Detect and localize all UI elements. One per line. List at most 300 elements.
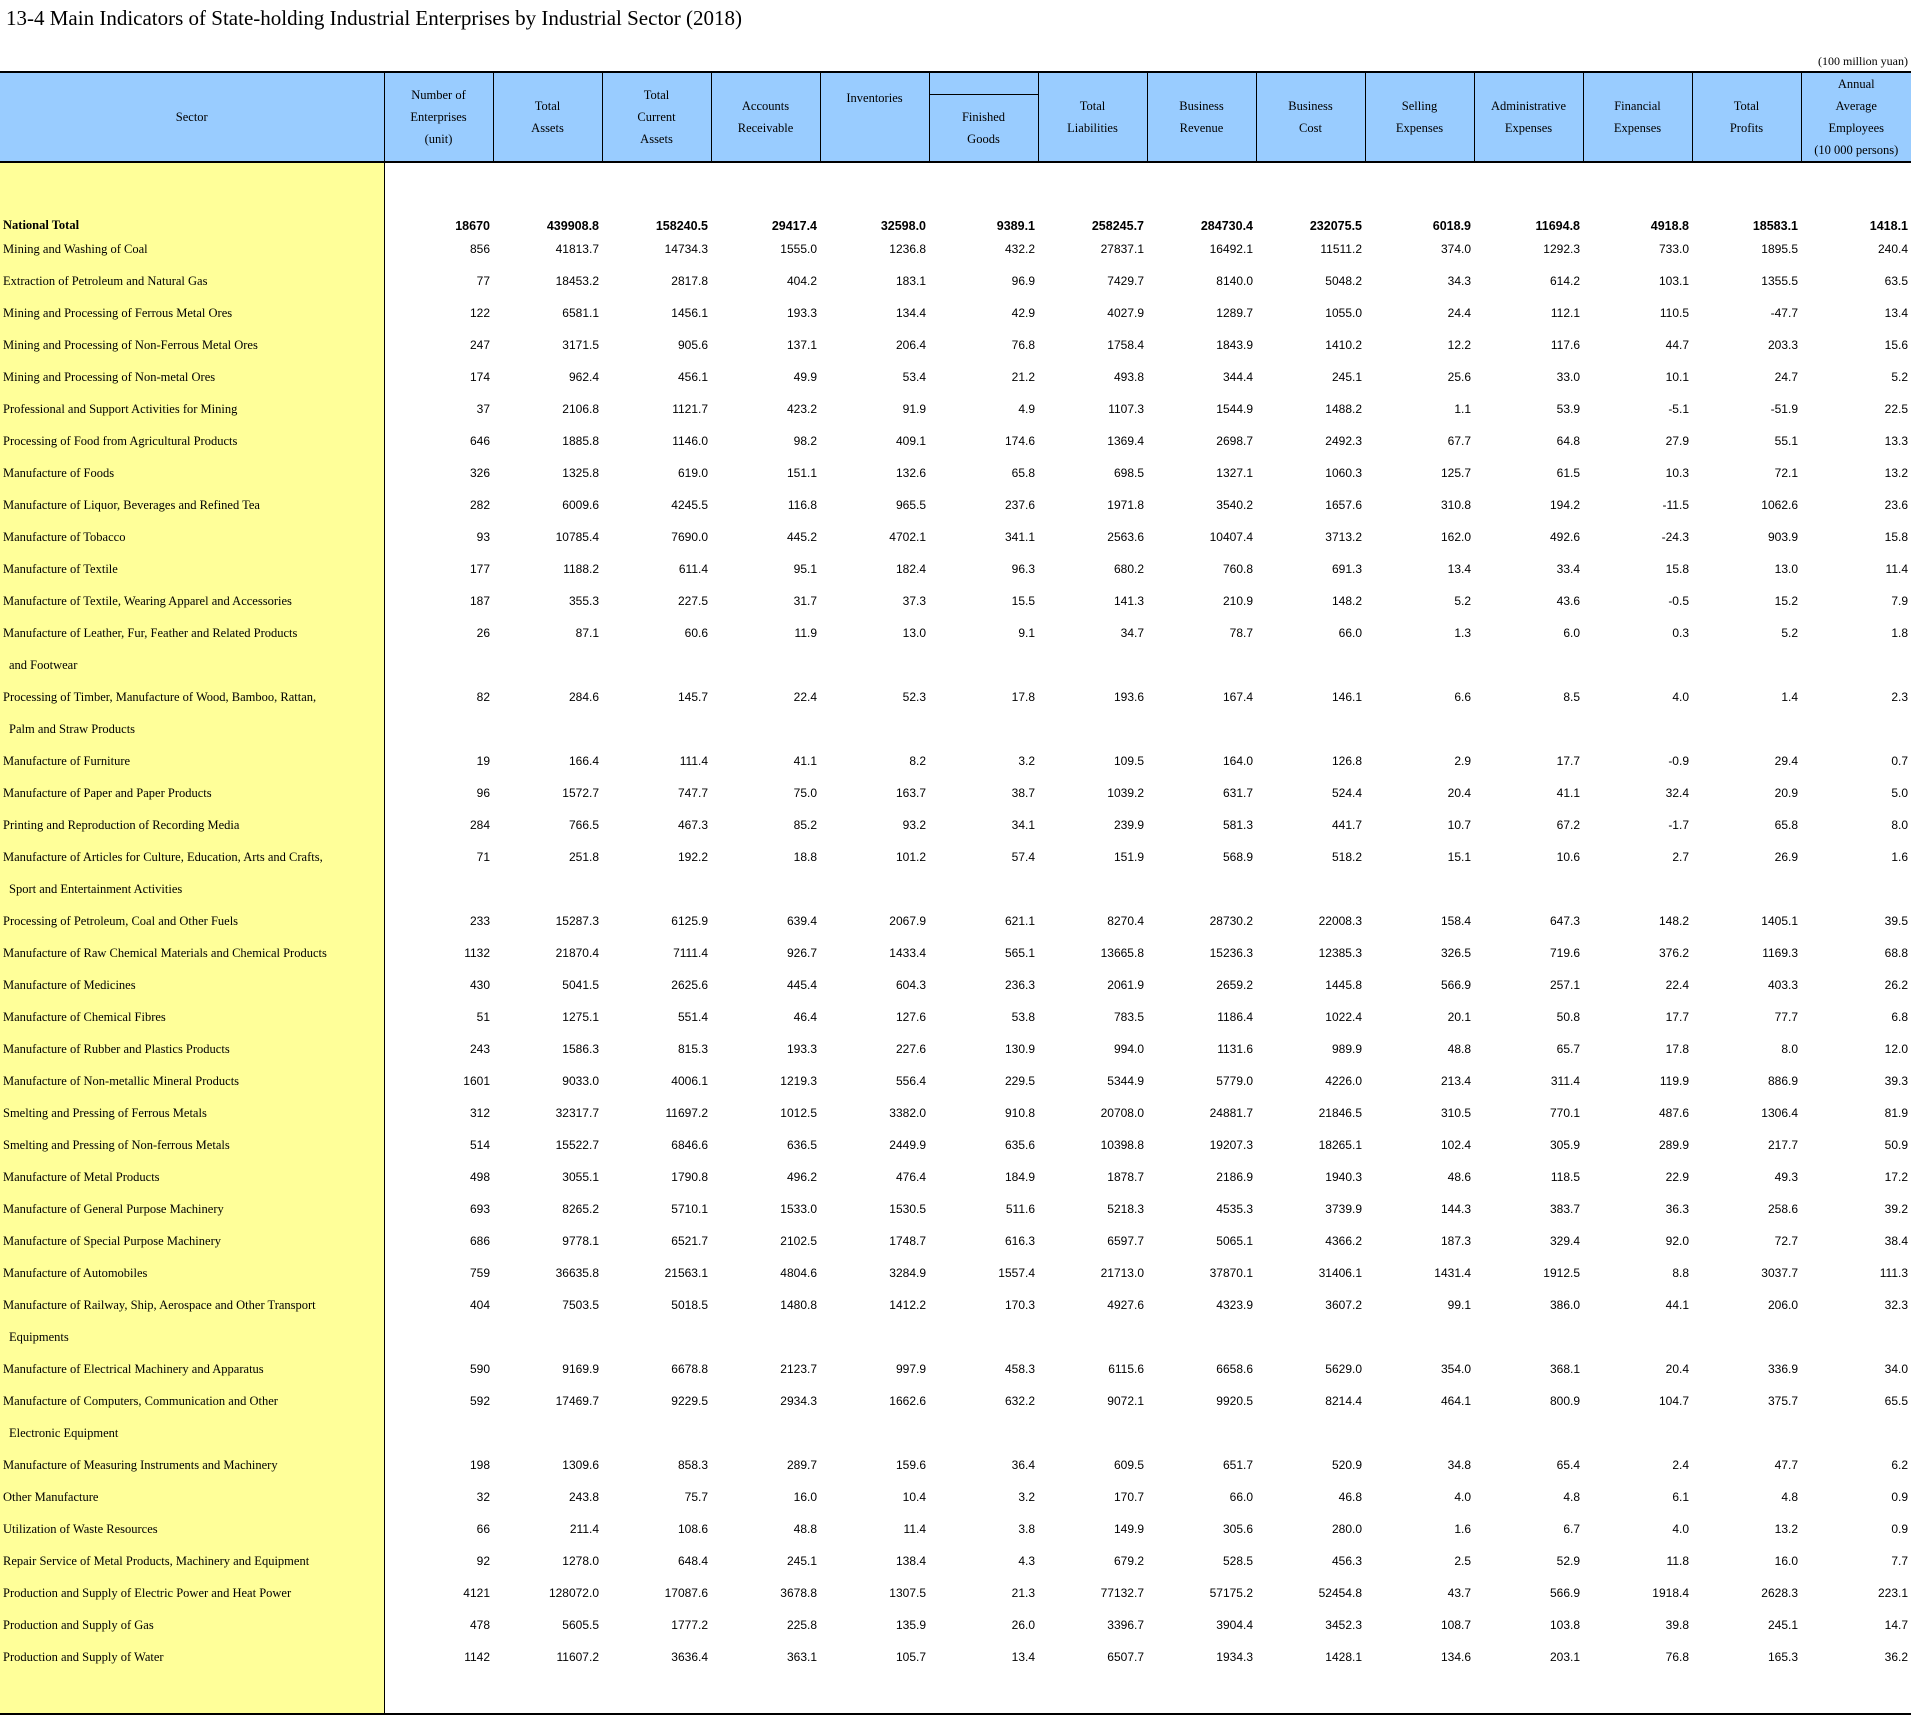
value-cell: 1412.2 [889,1298,926,1312]
value-cell: 34.0 [1884,1362,1908,1376]
value-cell: 632.2 [1004,1394,1035,1408]
value-cell: 38.7 [1011,786,1035,800]
value-cell: 22.4 [1665,978,1689,992]
sector-cell: Manufacture of Liquor, Beverages and Refined Tea [0,489,384,521]
value-cell: 1790.8 [671,1170,708,1184]
value-cell: 1060.3 [1325,466,1362,480]
value-cell: 257.1 [1549,978,1580,992]
value-cell: 17087.6 [664,1586,708,1600]
table-row [0,777,1911,809]
table-row [0,1577,1911,1609]
value-cell: 13.0 [902,626,926,640]
header-total-assets: Total Assets [493,72,602,162]
value-cell: 20.1 [1447,1010,1471,1024]
sector-cell-continuation: and Footwear [0,649,384,681]
table-row [0,1481,1911,1513]
value-cell: 239.9 [1113,818,1144,832]
value-cell: 2659.2 [1216,978,1253,992]
table-row [0,969,1911,1001]
value-cell: 81.9 [1884,1106,1908,1120]
value-cell: 44.1 [1665,1298,1689,1312]
value-cell: 39.5 [1884,914,1908,928]
value-cell: 75.7 [684,1490,708,1504]
sector-cell: Manufacture of Articles for Culture, Education, Arts and Crafts, [0,841,384,873]
value-cell: 386.0 [1549,1298,1580,1312]
value-cell: 65.8 [1774,818,1798,832]
value-cell: 52.9 [1556,1554,1580,1568]
value-cell: 8.8 [1672,1266,1689,1280]
value-cell: 1062.6 [1761,498,1798,512]
value-cell: 21.2 [1011,370,1035,384]
value-cell: 6115.6 [1108,1362,1144,1376]
value-cell: 6658.6 [1216,1362,1253,1376]
value-cell: 34.7 [1120,626,1144,640]
table-row [0,265,1911,297]
sector-cell: Extraction of Petroleum and Natural Gas [0,265,384,297]
value-cell: 13.2 [1884,466,1908,480]
value-cell: 3382.0 [889,1106,926,1120]
value-cell: 20.4 [1447,786,1471,800]
value-cell: 305.9 [1549,1138,1580,1152]
value-cell: 21846.5 [1318,1106,1362,1120]
value-cell: 6581.1 [562,306,599,320]
value-cell: 32598.0 [880,219,926,233]
value-cell: 77132.7 [1100,1586,1144,1600]
value-cell: 65.8 [1011,466,1035,480]
value-cell: 1918.4 [1652,1586,1689,1600]
value-cell: 53.4 [902,370,926,384]
value-cell: 3607.2 [1325,1298,1362,1312]
value-cell: 13.2 [1774,1522,1798,1536]
value-cell: 31.7 [793,594,817,608]
value-cell: 9389.1 [996,219,1035,233]
value-cell: 14734.3 [664,242,708,256]
value-cell: 167.4 [1222,690,1253,704]
value-cell: 11697.2 [665,1106,708,1120]
value-cell: 65.4 [1556,1458,1580,1472]
header-cost: Business Cost [1256,72,1365,162]
value-cell: 1431.4 [1434,1266,1471,1280]
value-cell: 1895.5 [1761,242,1798,256]
sector-cell: National Total [0,203,384,233]
value-cell: 245.1 [1767,1618,1798,1632]
value-cell: 4.0 [1454,1490,1471,1504]
sector-cell: Manufacture of Computers, Communication and Other [0,1385,384,1417]
value-cell: 53.9 [1556,402,1580,416]
value-cell: 2698.7 [1216,434,1253,448]
value-cell: 551.4 [677,1010,708,1024]
header-revenue: Business Revenue [1147,72,1256,162]
value-cell: 1131.6 [1217,1042,1253,1056]
value-cell: 130.9 [1004,1042,1035,1056]
value-cell: 404.2 [786,274,817,288]
sector-cell: Mining and Washing of Coal [0,233,384,265]
value-cell: 8265.2 [562,1202,599,1216]
value-cell: 4121 [463,1586,490,1600]
sector-cell: Manufacture of Paper and Paper Products [0,777,384,809]
value-cell: 2.7 [1672,850,1689,864]
sector-cell: Printing and Reproduction of Recording Media [0,809,384,841]
value-cell: 5605.5 [562,1618,599,1632]
header-employees: Annual Average Employees (10 000 persons) [1801,72,1911,162]
value-cell: 232075.5 [1309,219,1362,233]
value-cell: 4.0 [1672,1522,1689,1536]
value-cell: 284 [469,818,490,832]
value-cell: 514 [469,1138,490,1152]
value-cell: 403.3 [1767,978,1798,992]
value-cell: 15.8 [1665,562,1689,576]
value-cell: 105.7 [895,1650,926,1664]
value-cell: 18265.1 [1318,1138,1362,1152]
sector-cell: Manufacture of Foods [0,457,384,489]
value-cell: 5629.0 [1325,1362,1362,1376]
value-cell: 33.4 [1556,562,1580,576]
table-row [0,457,1911,489]
value-cell: 36635.8 [555,1266,599,1280]
value-cell: 1146.0 [672,434,708,448]
value-cell: 198 [469,1458,490,1472]
sector-cell: Manufacture of Leather, Fur, Feather and Related Products [0,617,384,649]
value-cell: 16.0 [793,1490,817,1504]
value-cell: 5218.3 [1107,1202,1144,1216]
table-row [0,1161,1911,1193]
value-cell: 3.2 [1018,754,1035,768]
value-cell: 9920.5 [1216,1394,1253,1408]
value-cell: 146.1 [1331,690,1362,704]
value-cell: 16.0 [1774,1554,1798,1568]
value-cell: 1355.5 [1761,274,1798,288]
value-cell: 17.8 [1011,690,1035,704]
value-cell: 568.9 [1222,850,1253,864]
value-cell: 52.3 [902,690,926,704]
value-cell: 4918.8 [1650,219,1689,233]
value-cell: 770.1 [1549,1106,1580,1120]
sector-cell: Manufacture of Textile, Wearing Apparel and Accessories [0,585,384,617]
value-cell: 245.1 [786,1554,817,1568]
value-cell: 108.7 [1440,1618,1471,1632]
value-cell: 21713.0 [1100,1266,1144,1280]
value-cell: 23.6 [1884,498,1908,512]
value-cell: 247 [469,338,490,352]
value-cell: 7503.5 [562,1298,599,1312]
value-cell: 12.2 [1447,338,1471,352]
value-cell: 229.5 [1004,1074,1035,1088]
value-cell: 691.3 [1331,562,1362,576]
value-cell: 103.8 [1549,1618,1580,1632]
value-cell: 783.5 [1113,1010,1144,1024]
value-cell: 2.5 [1454,1554,1471,1568]
value-cell: 11.4 [1885,562,1908,576]
value-cell: 498 [469,1170,490,1184]
value-cell: 4.9 [1018,402,1035,416]
value-cell: 258.6 [1767,1202,1798,1216]
value-cell: 4.8 [1563,1490,1580,1504]
table-row [0,1609,1911,1641]
value-cell: 46.4 [793,1010,817,1024]
value-cell: 55.1 [1774,434,1798,448]
value-cell: 15.1 [1447,850,1471,864]
value-cell: 8.0 [1891,818,1908,832]
table-row [0,617,1911,649]
value-cell: 6125.9 [671,914,708,928]
value-cell: 76.8 [1011,338,1035,352]
value-cell: 10.4 [902,1490,926,1504]
value-cell: 962.4 [568,370,599,384]
value-cell: 3713.2 [1325,530,1362,544]
value-cell: 1275.1 [562,1010,599,1024]
value-cell: 631.7 [1222,786,1253,800]
value-cell: 29417.4 [771,219,817,233]
value-cell: 368.1 [1549,1362,1580,1376]
value-cell: 251.8 [568,850,599,864]
value-cell: 24.4 [1447,306,1471,320]
value-cell: 430 [469,978,490,992]
value-cell: 7429.7 [1107,274,1144,288]
table-row [0,1065,1911,1097]
value-cell: 1410.2 [1325,338,1362,352]
value-cell: 43.7 [1447,1586,1471,1600]
value-cell: 15.8 [1884,530,1908,544]
value-cell: 67.7 [1447,434,1471,448]
value-cell: 91.9 [902,402,926,416]
value-cell: 910.8 [1004,1106,1035,1120]
value-cell: 1662.6 [889,1394,926,1408]
value-cell: 1445.8 [1325,978,1362,992]
value-cell: 1121.7 [672,402,708,416]
value-cell: 50.8 [1556,1010,1580,1024]
value-cell: 0.3 [1672,626,1689,640]
value-cell: 77 [476,274,490,288]
value-cell: 609.5 [1113,1458,1144,1472]
value-cell: 11607.2 [556,1650,599,1664]
table-row [0,841,1911,873]
value-cell: 6678.8 [671,1362,708,1376]
sector-cell: Production and Supply of Gas [0,1609,384,1641]
value-cell: 467.3 [677,818,708,832]
value-cell: 125.7 [1440,466,1471,480]
value-cell: 48.8 [1447,1042,1471,1056]
value-cell: 11511.2 [1320,242,1362,256]
value-cell: 134.6 [1440,1650,1471,1664]
value-cell: 2492.3 [1325,434,1362,448]
sector-cell: Manufacture of Automobiles [0,1257,384,1289]
value-cell: 2934.3 [780,1394,817,1408]
value-cell: 25.6 [1447,370,1471,384]
sector-cell: Manufacture of Tobacco [0,521,384,553]
value-cell: 8.0 [1781,1042,1798,1056]
value-cell: 496.2 [786,1170,817,1184]
value-cell: 856 [469,242,490,256]
value-cell: 2123.7 [780,1362,817,1376]
table-row [0,1385,1911,1417]
value-cell: 64.8 [1556,434,1580,448]
value-cell: 1843.9 [1216,338,1253,352]
value-cell: 4.3 [1018,1554,1035,1568]
value-cell: 733.0 [1658,242,1689,256]
value-cell: -11.5 [1662,498,1689,512]
value-cell: 1.6 [1454,1522,1471,1536]
value-cell: 13665.8 [1100,946,1144,960]
value-cell: 26.2 [1884,978,1908,992]
value-cell: 166.4 [568,754,599,768]
table-row [0,393,1911,425]
value-cell: 170.7 [1113,1490,1144,1504]
value-cell: 518.2 [1331,850,1362,864]
value-cell: 1292.3 [1543,242,1580,256]
value-cell: 619.0 [677,466,708,480]
value-cell: 7.7 [1891,1554,1908,1568]
value-cell: 78.7 [1229,626,1253,640]
value-cell: 44.7 [1665,338,1689,352]
value-cell: -47.7 [1770,306,1798,320]
value-cell: 680.2 [1113,562,1144,576]
value-cell: 61.5 [1556,466,1580,480]
value-cell: 1555.0 [780,242,817,256]
value-cell: 1022.4 [1325,1010,1362,1024]
value-cell: 616.3 [1004,1234,1035,1248]
value-cell: 26.0 [1011,1618,1035,1632]
value-cell: 37 [476,402,490,416]
value-cell: 141.3 [1113,594,1144,608]
value-cell: 217.7 [1767,1138,1798,1152]
value-cell: 4927.6 [1107,1298,1144,1312]
value-cell: 10407.4 [1209,530,1253,544]
table-row [0,681,1911,713]
value-cell: 162.0 [1440,530,1471,544]
value-cell: 639.4 [786,914,817,928]
value-cell: 236.3 [1004,978,1035,992]
value-cell: 96.9 [1011,274,1035,288]
value-cell: -0.5 [1668,594,1689,608]
sector-cell: Processing of Petroleum, Coal and Other Fuels [0,905,384,937]
value-cell: 240.4 [1877,242,1908,256]
value-cell: 184.9 [1004,1170,1035,1184]
indicators-table [0,71,1911,1715]
value-cell: 4006.1 [671,1074,708,1088]
value-cell: 1572.7 [562,786,599,800]
value-cell: 4.8 [1781,1490,1798,1504]
value-cell: 66.0 [1338,626,1362,640]
value-cell: 5.2 [1454,594,1471,608]
value-cell: 2.3 [1891,690,1908,704]
value-cell: 258245.7 [1091,219,1144,233]
header-selling: Selling Expenses [1365,72,1474,162]
value-cell: -5.1 [1668,402,1689,416]
value-cell: -1.7 [1668,818,1689,832]
value-cell: 21563.1 [664,1266,708,1280]
value-cell: 193.6 [1113,690,1144,704]
value-cell: 110.5 [1659,306,1689,320]
value-cell: 1544.9 [1216,402,1253,416]
value-cell: 17469.7 [555,1394,599,1408]
table-row [0,1033,1911,1065]
value-cell: 566.9 [1549,1586,1580,1600]
value-cell: 1169.3 [1762,946,1798,960]
value-cell: 1748.7 [889,1234,926,1248]
value-cell: 6018.9 [1432,219,1471,233]
value-cell: 165.3 [1767,1650,1798,1664]
value-cell: 15.6 [1884,338,1908,352]
value-cell: 1758.4 [1107,338,1144,352]
value-cell: 13.0 [1774,562,1798,576]
value-cell: 383.7 [1549,1202,1580,1216]
value-cell: 92.0 [1665,1234,1689,1248]
sector-cell: Professional and Support Activities for Mining [0,393,384,425]
sector-cell: Repair Service of Metal Products, Machinery and Equipment [0,1545,384,1577]
value-cell: 0.9 [1891,1490,1908,1504]
value-cell: 280.0 [1331,1522,1362,1536]
value-cell: 310.8 [1440,498,1471,512]
value-cell: 51 [476,1010,490,1024]
value-cell: 284730.4 [1200,219,1253,233]
value-cell: 648.4 [677,1554,708,1568]
continuation-row [0,1417,1911,1449]
value-cell: 341.1 [1004,530,1035,544]
value-cell: 1278.0 [562,1554,599,1568]
value-cell: 759 [469,1266,490,1280]
value-cell: 92 [476,1554,490,1568]
value-cell: 53.8 [1011,1010,1035,1024]
value-cell: 20.4 [1665,1362,1689,1376]
sector-cell: Utilization of Waste Resources [0,1513,384,1545]
value-cell: 27837.1 [1100,242,1144,256]
header-financial: Financial Expenses [1583,72,1692,162]
value-cell: 3678.8 [780,1586,817,1600]
value-cell: 103.1 [1658,274,1689,288]
value-cell: 2106.8 [562,402,599,416]
value-cell: 284.6 [568,690,599,704]
value-cell: 3037.7 [1761,1266,1798,1280]
sector-cell: Production and Supply of Water [0,1641,384,1673]
value-cell: 520.9 [1331,1458,1362,1472]
value-cell: 15287.3 [555,914,599,928]
value-cell: 766.5 [568,818,599,832]
value-cell: 18453.2 [555,274,599,288]
value-cell: 158.4 [1440,914,1471,928]
value-cell: 9229.5 [671,1394,708,1408]
table-row [0,297,1911,329]
value-cell: 4366.2 [1325,1234,1362,1248]
value-cell: 524.4 [1331,786,1362,800]
value-cell: 445.2 [786,530,817,544]
value-cell: 65.7 [1556,1042,1580,1056]
value-cell: 581.3 [1222,818,1253,832]
value-cell: 476.4 [895,1170,926,1184]
value-cell: 96.3 [1011,562,1035,576]
value-cell: 4027.9 [1107,306,1144,320]
value-cell: 12.0 [1884,1042,1908,1056]
value-cell: 409.1 [895,434,926,448]
value-cell: 29.4 [1774,754,1798,768]
value-cell: 2563.6 [1107,530,1144,544]
value-cell: 8270.4 [1107,914,1144,928]
value-cell: 9.1 [1018,626,1035,640]
value-cell: 57175.2 [1209,1586,1253,1600]
value-cell: 183.1 [895,274,926,288]
table-row [0,905,1911,937]
value-cell: 194.2 [1549,498,1580,512]
sector-cell: Mining and Processing of Non-metal Ores [0,361,384,393]
header-liabilities: Total Liabilities [1038,72,1147,162]
value-cell: 511.6 [1005,1202,1035,1216]
sector-cell-continuation: Electronic Equipment [0,1417,384,1449]
value-cell: 99.1 [1447,1298,1471,1312]
value-cell: 3.8 [1018,1522,1035,1536]
sector-cell-continuation: Sport and Entertainment Activities [0,873,384,905]
total-row [0,203,1911,233]
value-cell: 1.3 [1454,626,1471,640]
table-row [0,1641,1911,1673]
